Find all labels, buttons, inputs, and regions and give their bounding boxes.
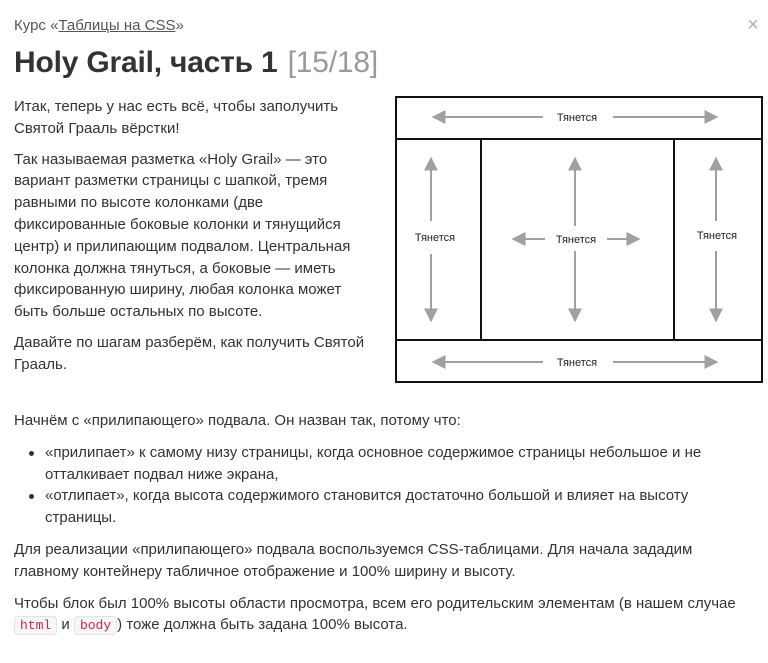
- course-suffix: »: [175, 17, 184, 34]
- holy-grail-diagram: [395, 96, 763, 383]
- sticky-footer-list: [14, 442, 754, 529]
- center-label: Тянется: [555, 234, 597, 246]
- height-text-before: Чтобы блок был 100% высоты области просмотра, всем его родительским элементам (в нашем случае: [14, 594, 736, 612]
- course-link[interactable]: Таблицы на CSS: [58, 17, 176, 34]
- page-title: [14, 46, 754, 80]
- implementation-paragraph: Для реализации «прилипающего» подвала воспользуемся CSS-таблицами. Для начала зададим главному контейнеру табличное отображение и 100% ширину и высоту.: [14, 540, 693, 580]
- height-text-between: и: [57, 616, 74, 634]
- title-text: Holy Grail, часть 1: [14, 46, 278, 79]
- lesson-content: [14, 96, 754, 637]
- code-html: html: [14, 616, 57, 635]
- close-icon[interactable]: ×: [747, 14, 759, 36]
- lesson-counter: [15/18]: [287, 46, 379, 79]
- intro-text: [14, 96, 379, 376]
- intro-paragraph: Итак, теперь у нас есть всё, чтобы заполучить Святой Грааль вёрстки!: [14, 98, 339, 137]
- list-item: «отлипает», когда высота содержимого становится достаточно большой и влияет на высоту страницы.: [14, 485, 754, 529]
- intro-section: [14, 96, 754, 410]
- footer-label: Тянется: [556, 357, 598, 369]
- height-text-after: ) тоже должна быть задана 100% высота.: [117, 616, 408, 634]
- code-body: body: [74, 616, 117, 635]
- header-label: Тянется: [556, 112, 598, 124]
- course-prefix: Курс «: [14, 17, 59, 34]
- height-paragraph: [14, 593, 754, 638]
- left-label: Тянется: [414, 232, 456, 244]
- main-text: [14, 410, 754, 637]
- list-item: «прилипает» к самому низу страницы, когда основное содержимое страницы небольшое и не отталкивает подвал ниже экрана,: [14, 442, 754, 486]
- intro-paragraph: Так называемая разметка «Holy Grail» — это вариант разметки страницы с шапкой, тремя равными по высоте колонками (две фиксированные боковые колонки и тянущийся центр) и прилипающим подвалом. Центральная колонка должна тянуться, а боковые — иметь фиксированную ширину, любая колонка может быть больше остальных по высоте.: [14, 150, 351, 321]
- right-label: Тянется: [696, 230, 738, 242]
- course-breadcrumb: [14, 14, 754, 38]
- intro-paragraph: Давайте по шагам разберём, как получить Святой Грааль.: [14, 333, 365, 373]
- footer-intro-paragraph: Начнём с «прилипающего» подвала. Он назван так, потому что:: [14, 412, 461, 429]
